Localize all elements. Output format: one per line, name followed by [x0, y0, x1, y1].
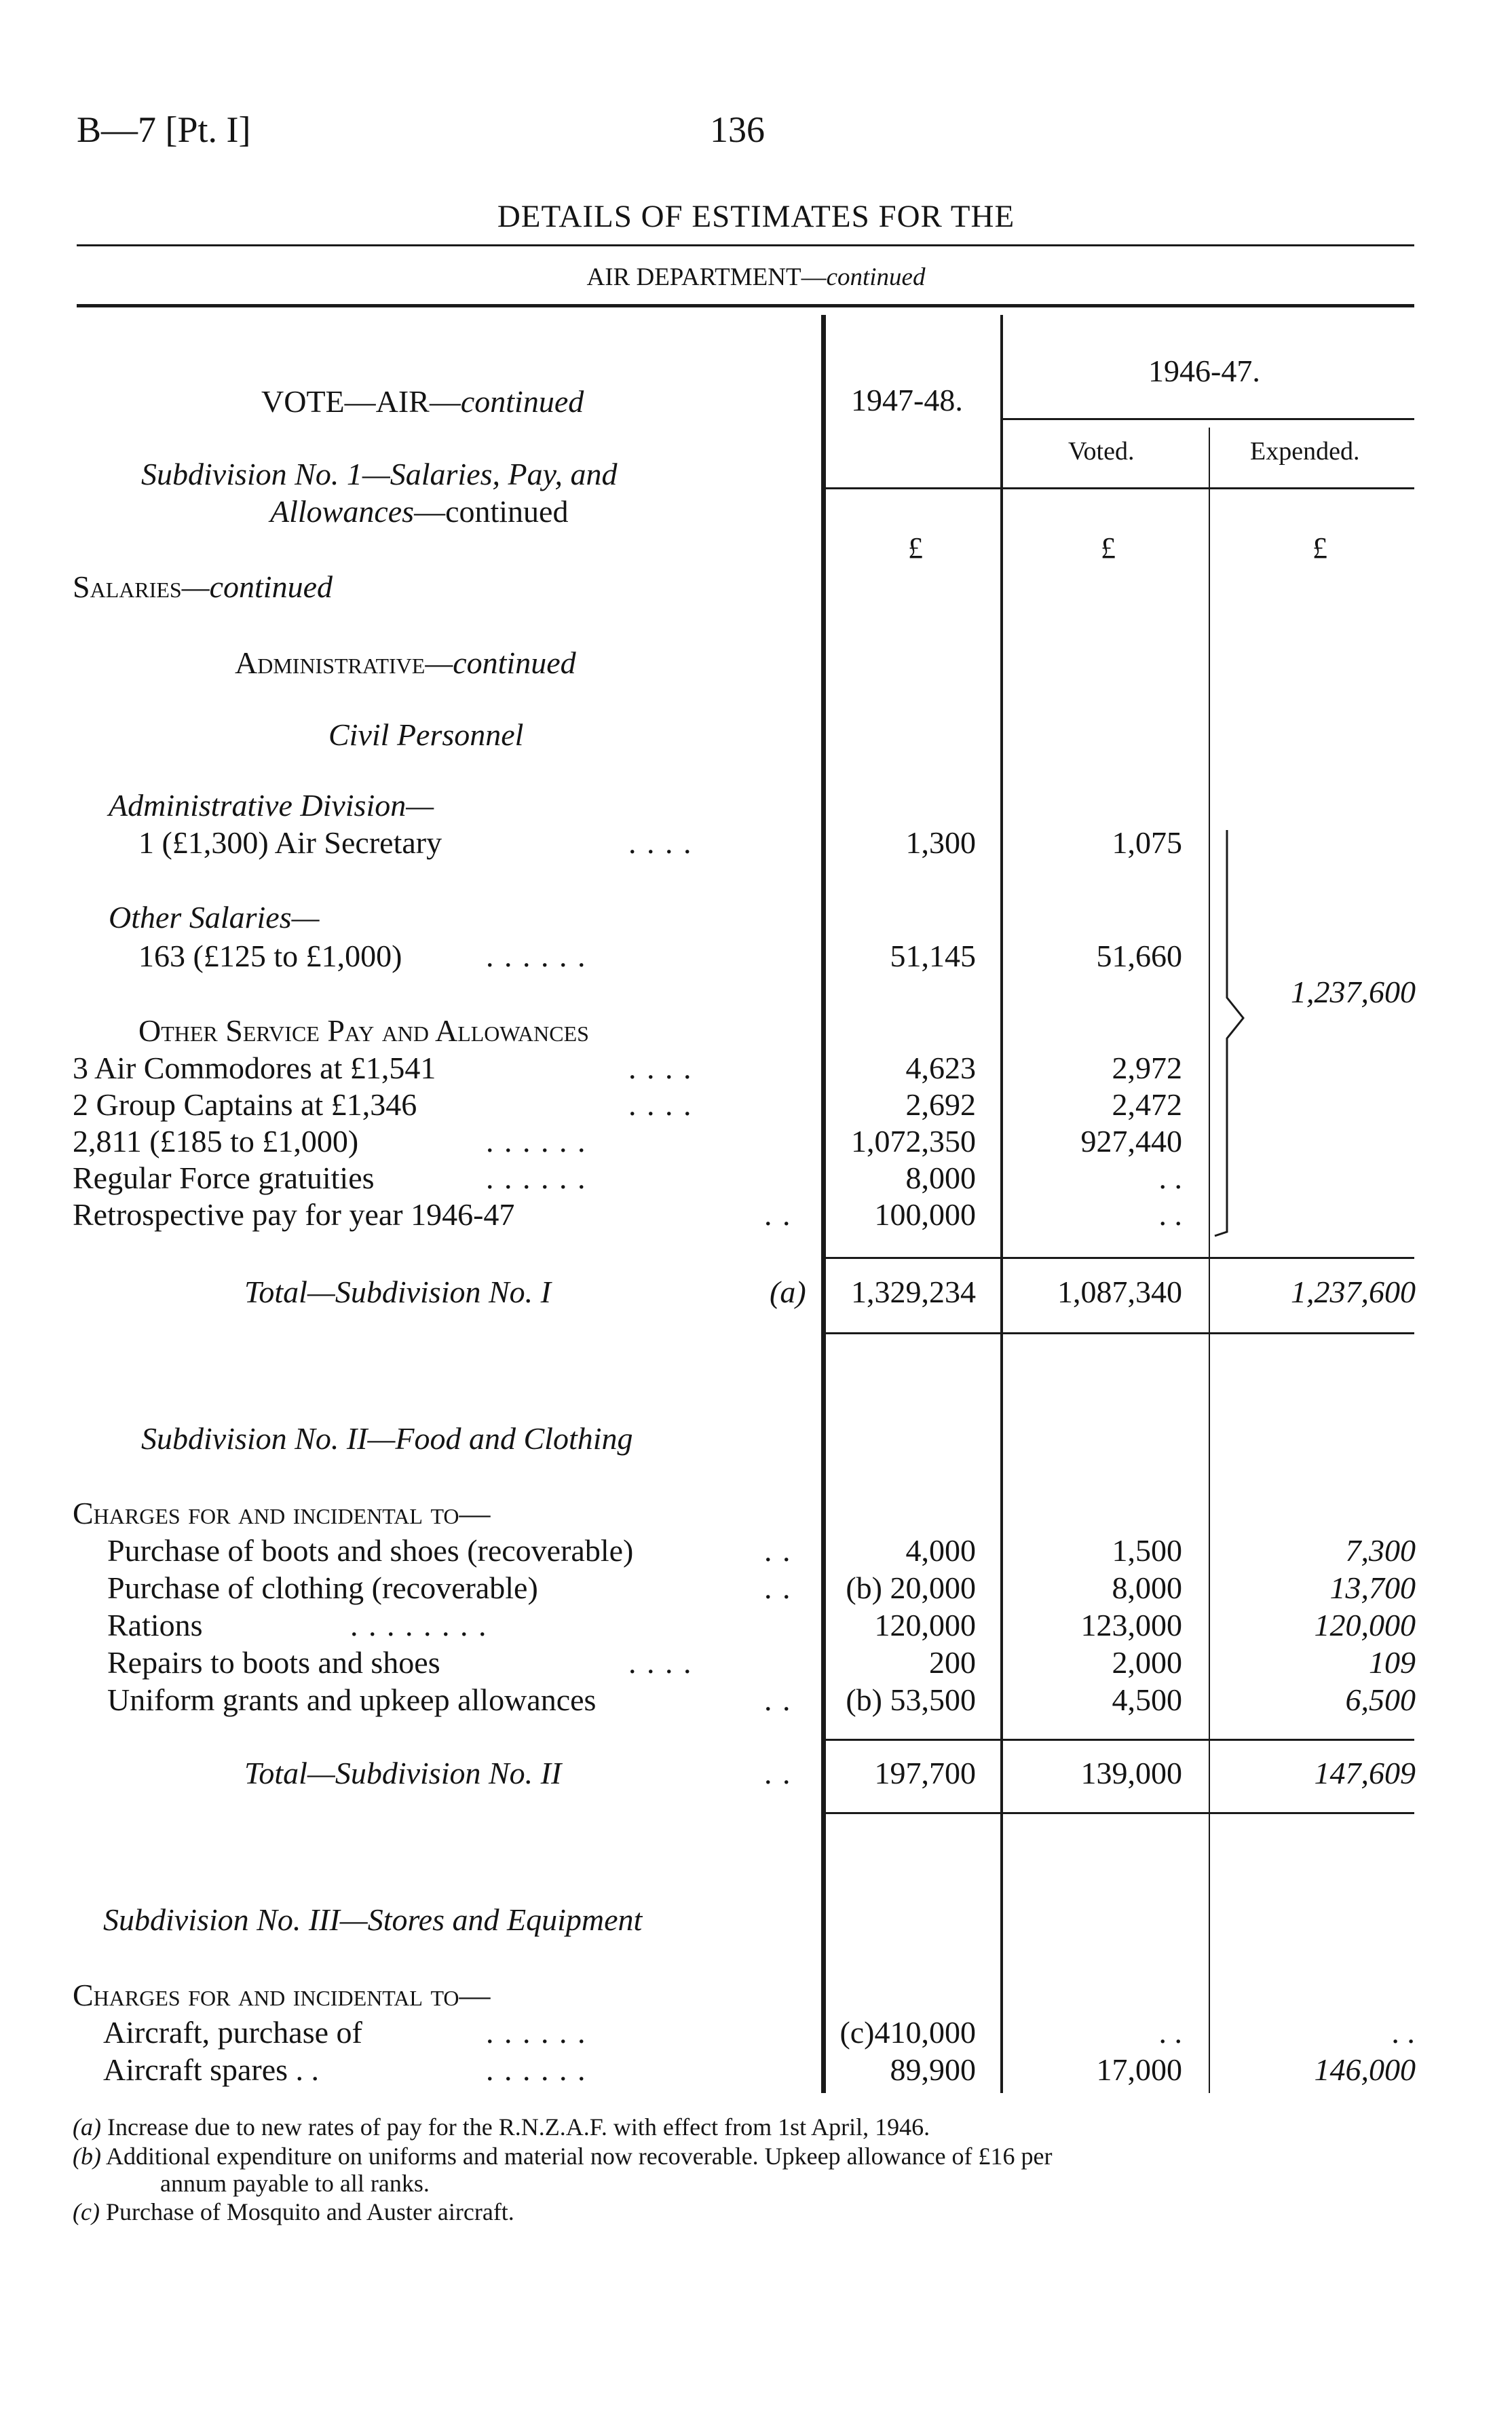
- row-repairs-voted: 2,000: [1112, 1645, 1182, 1680]
- total-2-dots: . .: [764, 1756, 792, 1790]
- row-clothing-expended: 13,700: [1329, 1570, 1416, 1605]
- row-rations-expended: 120,000: [1314, 1608, 1416, 1642]
- row-boots-shoes-voted: 1,500: [1112, 1533, 1182, 1568]
- admin-division-heading: Administrative Division—: [109, 788, 434, 823]
- row-gratuities-label: Regular Force gratuities: [73, 1161, 375, 1195]
- row-retrospective-dots: . .: [764, 1197, 792, 1232]
- col-rule-mid: [1000, 315, 1003, 2093]
- row-rations-dots: . . . . . . . .: [350, 1608, 488, 1642]
- row-boots-shoes-dots: . .: [764, 1533, 792, 1568]
- total-2-voted: 139,000: [1080, 1756, 1182, 1790]
- row-air-commodores-dots: . . . .: [628, 1051, 693, 1085]
- row-group-captains-voted: 2,472: [1112, 1087, 1182, 1122]
- total-1-label: Total—Subdivision No. I: [244, 1275, 551, 1309]
- row-aircraft-current: (c)410,000: [839, 2015, 976, 2050]
- row-repairs-dots: . . . .: [628, 1645, 693, 1680]
- header-rule-1946: [1003, 418, 1414, 420]
- footnote-a: (a) Increase due to new rates of pay for the R.N.Z.A.F. with effect from 1st April, 1946.: [73, 2113, 930, 2141]
- row-air-commodores-label: 3 Air Commodores at £1,541: [73, 1051, 436, 1085]
- total-2-label: Total—Subdivision No. II: [244, 1756, 562, 1790]
- page-ref: B—7 [Pt. I]: [77, 109, 251, 150]
- row-aircraft-voted: . .: [1158, 2015, 1182, 2050]
- row-163-current: 51,145: [890, 939, 976, 973]
- header-rule-bottom: [826, 487, 1414, 489]
- row-2811-current: 1,072,350: [851, 1124, 976, 1159]
- subdivision-2-heading: Subdivision No. II—Food and Clothing: [141, 1421, 633, 1456]
- total-2-expended: 147,609: [1314, 1756, 1416, 1790]
- row-spares-dots: . . . . . .: [486, 2052, 587, 2087]
- page-subtitle: AIR DEPARTMENT—continued: [586, 263, 926, 291]
- row-gratuities-voted: . .: [1158, 1161, 1182, 1195]
- row-2811-dots: . . . . . .: [486, 1124, 587, 1159]
- row-163-dots: . . . . . .: [486, 939, 587, 973]
- row-spares-expended: 146,000: [1314, 2052, 1416, 2087]
- currency-voted: £: [1101, 531, 1116, 565]
- total-1-current: 1,329,234: [851, 1275, 976, 1309]
- row-air-commodores-voted: 2,972: [1112, 1051, 1182, 1085]
- subtitle-rule: [77, 304, 1414, 307]
- row-uniform-current: (b) 53,500: [846, 1682, 976, 1717]
- currency-1947: £: [908, 531, 923, 565]
- brace-expended-value: 1,237,600: [1291, 975, 1416, 1009]
- total-1-voted: 1,087,340: [1057, 1275, 1182, 1309]
- expended-brace: [1209, 825, 1257, 1239]
- row-rations-voted: 123,000: [1080, 1608, 1182, 1642]
- row-uniform-dots: . .: [764, 1682, 792, 1717]
- charges-heading-3: Charges for and incidental to—: [73, 1978, 491, 2012]
- total-2-current: 197,700: [874, 1756, 976, 1790]
- row-group-captains-current: 2,692: [905, 1087, 976, 1122]
- row-clothing-voted: 8,000: [1112, 1570, 1182, 1605]
- row-spares-label: Aircraft spares . .: [103, 2052, 320, 2087]
- page-title: DETAILS OF ESTIMATES FOR THE: [497, 199, 1015, 234]
- row-gratuities-dots: . . . . . .: [486, 1161, 587, 1195]
- row-boots-shoes-expended: 7,300: [1345, 1533, 1416, 1568]
- row-2811-label: 2,811 (£185 to £1,000): [73, 1124, 359, 1159]
- row-spares-voted: 17,000: [1096, 2052, 1182, 2087]
- row-gratuities-current: 8,000: [905, 1161, 976, 1195]
- row-boots-shoes-label: Purchase of boots and shoes (recoverable): [107, 1533, 634, 1568]
- row-rations-current: 120,000: [874, 1608, 976, 1642]
- row-163-voted: 51,660: [1096, 939, 1182, 973]
- row-clothing-label: Purchase of clothing (recoverable): [107, 1570, 538, 1605]
- footnote-b: (b) Additional expenditure on uniforms and material now recoverable. Upkeep allowance of £16 per: [73, 2143, 1053, 2170]
- row-retrospective-voted: . .: [1158, 1197, 1182, 1232]
- title-rule: [77, 244, 1414, 246]
- total-2-bottom-rule: [826, 1812, 1414, 1814]
- row-repairs-expended: 109: [1369, 1645, 1416, 1680]
- total-1-top-rule: [826, 1257, 1414, 1259]
- col-rule-left: [821, 315, 826, 2093]
- other-salaries-heading: Other Salaries—: [109, 900, 320, 935]
- currency-expended: £: [1312, 531, 1327, 565]
- salaries-heading: Salaries—continued: [73, 569, 333, 604]
- row-uniform-label: Uniform grants and upkeep allowances: [107, 1682, 597, 1717]
- footnote-c: (c) Purchase of Mosquito and Auster aircraft.: [73, 2198, 514, 2225]
- subdivision-3-heading: Subdivision No. III—Stores and Equipment: [103, 1902, 643, 1937]
- row-boots-shoes-current: 4,000: [905, 1533, 976, 1568]
- col-header-1946-47: 1946-47.: [1148, 354, 1260, 388]
- total-1-bottom-rule: [826, 1332, 1414, 1334]
- col-header-voted: Voted.: [1068, 437, 1135, 466]
- subdivision-1-heading: Subdivision No. 1—Salaries, Pay, and: [141, 457, 618, 491]
- row-air-secretary-label: 1 (£1,300) Air Secretary: [138, 825, 442, 860]
- row-air-secretary-voted: 1,075: [1112, 825, 1182, 860]
- row-aircraft-label: Aircraft, purchase of: [103, 2015, 362, 2050]
- row-2811-voted: 927,440: [1080, 1124, 1182, 1159]
- row-aircraft-expended: . .: [1392, 2015, 1416, 2050]
- row-air-secretary-current: 1,300: [905, 825, 976, 860]
- row-repairs-current: 200: [929, 1645, 976, 1680]
- row-clothing-dots: . .: [764, 1570, 792, 1605]
- row-retrospective-label: Retrospective pay for year 1946-47: [73, 1197, 515, 1232]
- col-rule-right: [1209, 428, 1210, 2093]
- row-group-captains-label: 2 Group Captains at £1,346: [73, 1087, 417, 1122]
- administrative-heading: Administrative—continued: [235, 645, 576, 680]
- civil-personnel-heading: Civil Personnel: [328, 717, 524, 752]
- page-number: 136: [710, 109, 765, 150]
- row-uniform-voted: 4,500: [1112, 1682, 1182, 1717]
- col-header-1947-48: 1947-48.: [851, 383, 963, 417]
- row-repairs-label: Repairs to boots and shoes: [107, 1645, 440, 1680]
- footnote-b-cont: annum payable to all ranks.: [160, 2170, 430, 2197]
- total-1-note: (a): [770, 1275, 806, 1309]
- row-rations-label: Rations: [107, 1608, 203, 1642]
- row-retrospective-current: 100,000: [874, 1197, 976, 1232]
- row-group-captains-dots: . . . .: [628, 1087, 693, 1122]
- total-2-top-rule: [826, 1739, 1414, 1741]
- col-header-expended: Expended.: [1250, 437, 1360, 466]
- row-163-label: 163 (£125 to £1,000): [138, 939, 402, 973]
- row-air-commodores-current: 4,623: [905, 1051, 976, 1085]
- row-spares-current: 89,900: [890, 2052, 976, 2087]
- row-uniform-expended: 6,500: [1345, 1682, 1416, 1717]
- charges-heading-2: Charges for and incidental to—: [73, 1496, 491, 1530]
- row-aircraft-dots: . . . . . .: [486, 2015, 587, 2050]
- vote-heading: VOTE—AIR—continued: [261, 384, 584, 419]
- subdivision-1-heading-cont: Allowances—continued: [270, 494, 569, 529]
- total-1-expended: 1,237,600: [1291, 1275, 1416, 1309]
- other-service-heading: Other Service Pay and Allowances: [138, 1013, 589, 1048]
- row-air-secretary-dots: . . . .: [628, 825, 693, 860]
- row-clothing-current: (b) 20,000: [846, 1570, 976, 1605]
